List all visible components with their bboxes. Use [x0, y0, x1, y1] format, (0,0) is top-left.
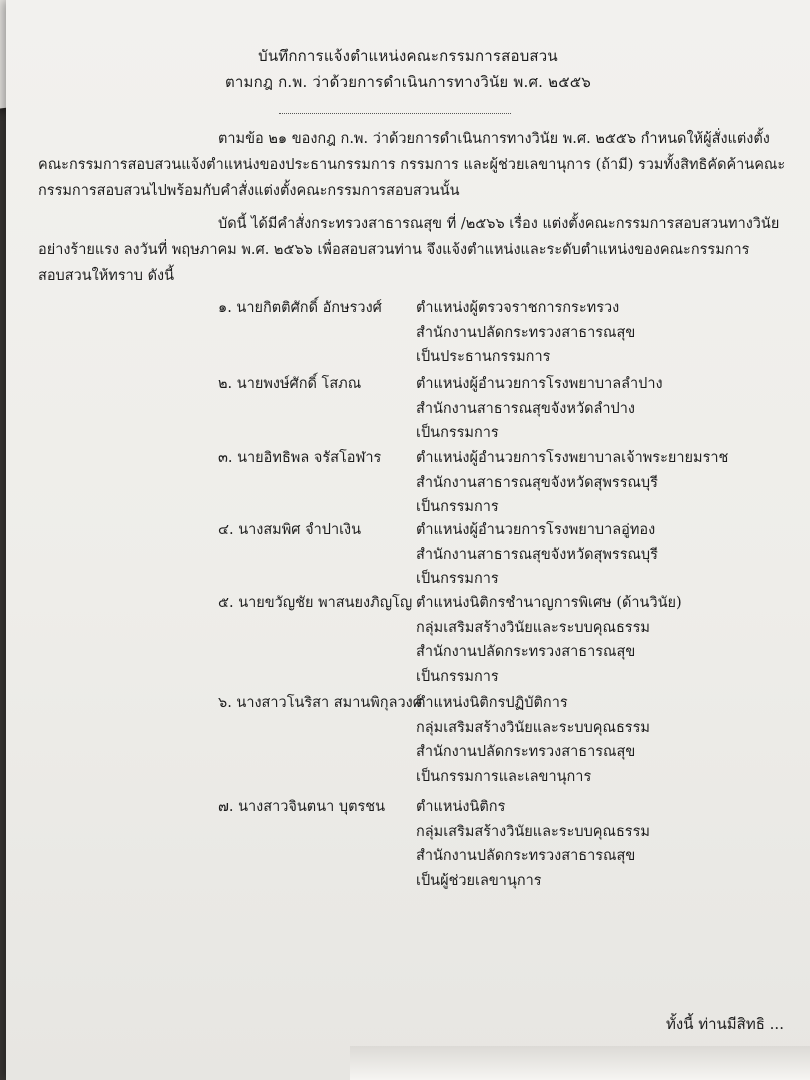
member-role: เป็นกรรมการ [416, 425, 499, 441]
member-role: เป็นกรรมการและเลขานุการ [416, 768, 592, 785]
member-office: สำนักงานปลัดกระทรวงสาธารณสุข [416, 324, 636, 341]
title-divider [279, 113, 511, 114]
paragraph-regulation: ตามข้อ ๒๑ ของกฎ ก.พ. ว่าด้วยการดำเนินการทางวินัย พ.ศ. ๒๕๕๖ กำหนดให้ผู้สั่งแต่งตั้งคณะกรรมการสอบสวนแจ้งตำแหน่งของประธานกรรมการ กรรมการ และผู้ช่วยเลขานุการ (ถ้ามี) รวมทั้งสิทธิคัดค้านคณะกรรมการสอบสวนไปพร้อมกับคำสั่งแต่งตั้งคณะกรรมการสอบสวนนั้น [38, 131, 786, 199]
member-unit: กลุ่มเสริมสร้างวินัยและระบบคุณธรรม [416, 823, 650, 840]
member-office: สำนักงานปลัดกระทรวงสาธารณสุข [416, 644, 636, 660]
member-details [416, 591, 682, 689]
member-name: ๕. นายขวัญชัย พาสนยงภิญโญ [218, 595, 413, 611]
page-edge-shadow [350, 1046, 810, 1080]
member-name: ๒. นายพงษ์ศักดิ์ โสภณ [218, 376, 362, 392]
member-name: ๑. นายกิตติศักดิ์ อักษรวงศ์ [218, 300, 382, 316]
member-position: ตำแหน่งผู้ตรวจราชการกระทรวง [416, 300, 620, 316]
member-name: ๓. นายอิทธิพล จรัสโอฬาร [218, 450, 382, 466]
member-role: เป็นประธานกรรมการ [416, 349, 551, 365]
member-position: ตำแหน่งนิติกรปฏิบัติการ [416, 695, 568, 711]
member-office: สำนักงานสาธารณสุขจังหวัดสุพรรณบุรี [416, 474, 658, 491]
member-details [416, 691, 650, 789]
closing-text: ทั้งนี้ ท่านมีสิทธิ ... [666, 1015, 784, 1033]
paragraph-order: บัดนี้ ได้มีคำสั่งกระทรวงสาธารณสุข ที่ /๒๕๖๖ เรื่อง แต่งตั้งคณะกรรมการสอบสวนทางวินัยอย่างร้ายแรง ลงวันที่ พฤษภาคม พ.ศ. ๒๕๖๖ เพื่อสอบสวนท่าน จึงแจ้งตำแหน่งและระดับตำแหน่งของคณะกรรมการสอบสวนให้ทราบ ดังนี้ [38, 216, 780, 284]
member-office: สำนักงานปลัดกระทรวงสาธารณสุข [416, 744, 636, 760]
member-position: ตำแหน่งผู้อำนวยการโรงพยาบาลลำปาง [416, 376, 663, 392]
member-position: ตำแหน่งผู้อำนวยการโรงพยาบาลอู่ทอง [416, 522, 656, 538]
member-office: สำนักงานสาธารณสุขจังหวัดสุพรรณบุรี [416, 546, 658, 563]
member-role: เป็นกรรมการ [416, 499, 499, 515]
document-page [6, 0, 810, 1080]
member-position: ตำแหน่งนิติกร [416, 799, 506, 815]
member-position: ตำแหน่งนิติกรชำนาญการพิเศษ (ด้านวินัย) [416, 595, 682, 611]
document-subtitle: ตามกฎ ก.พ. ว่าด้วยการดำเนินการทางวินัย พ.ศ. ๒๕๕๖ [224, 73, 592, 91]
member-role: เป็นกรรมการ [416, 571, 499, 587]
member-office: สำนักงานปลัดกระทรวงสาธารณสุข [416, 848, 636, 864]
member-name: ๔. นางสมพิศ จำปาเงิน [218, 522, 362, 538]
member-position: ตำแหน่งผู้อำนวยการโรงพยาบาลเจ้าพระยายมราช [416, 450, 729, 466]
member-details [416, 446, 728, 520]
document-title: บันทึกการแจ้งตำแหน่งคณะกรรมการสอบสวน [258, 47, 558, 65]
member-details [416, 518, 658, 592]
member-role: เป็นผู้ช่วยเลขานุการ [416, 872, 542, 889]
member-office: สำนักงานสาธารณสุขจังหวัดลำปาง [416, 400, 635, 417]
member-name: ๗. นางสาวจินตนา บุตรชน [218, 799, 386, 815]
member-name: ๖. นางสาวโนริสา สมานพิกุลวงศ์ [218, 695, 422, 711]
member-details [416, 296, 635, 370]
member-unit: กลุ่มเสริมสร้างวินัยและระบบคุณธรรม [416, 619, 650, 636]
member-unit: กลุ่มเสริมสร้างวินัยและระบบคุณธรรม [416, 719, 650, 736]
member-details [416, 795, 650, 893]
member-role: เป็นกรรมการ [416, 668, 499, 685]
member-details [416, 372, 663, 446]
